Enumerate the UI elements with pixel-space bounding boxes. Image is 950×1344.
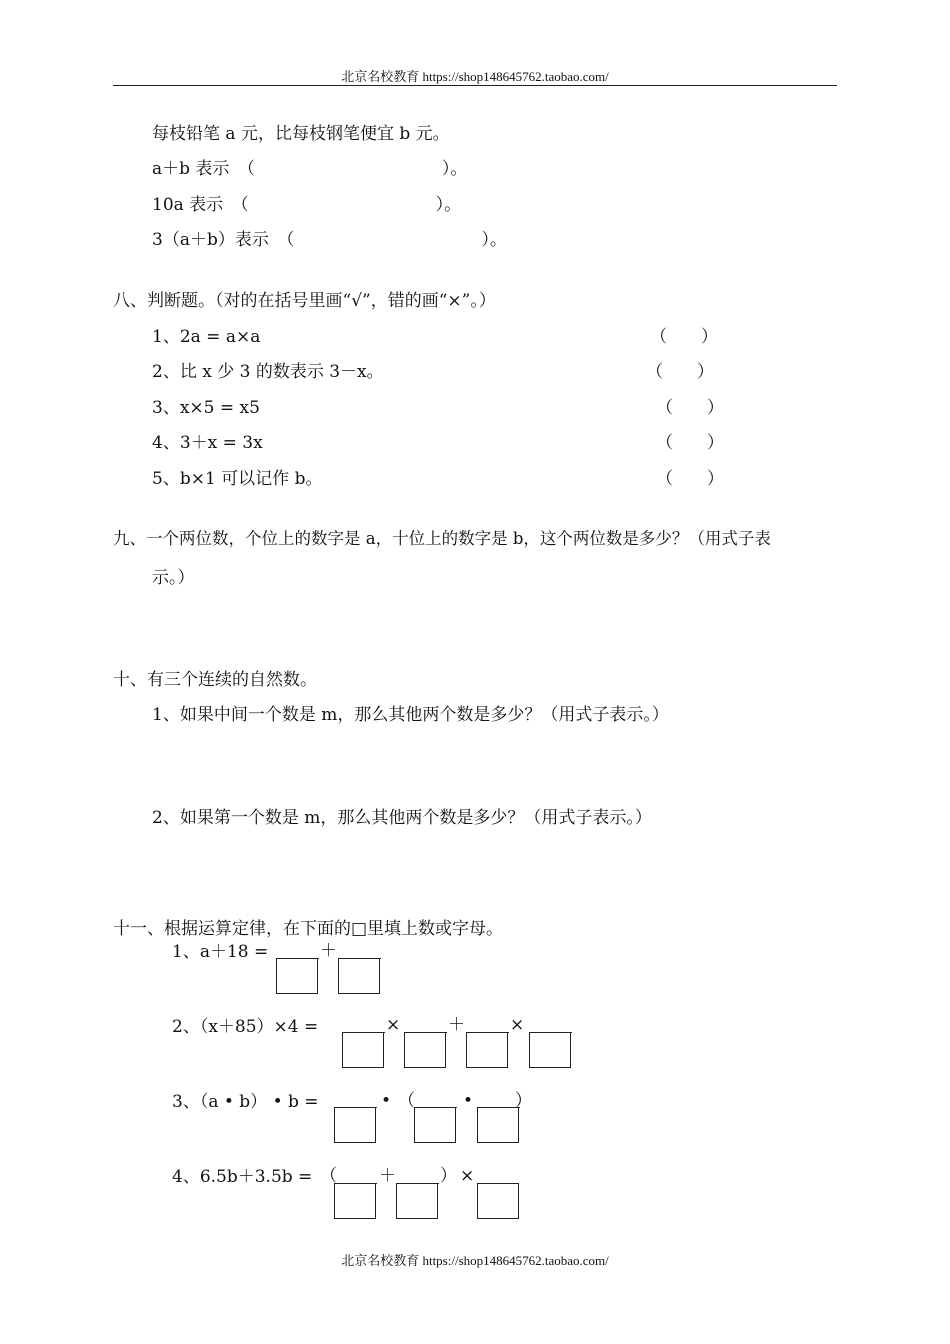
s11-expr-1: 1、a＋18 =	[172, 942, 269, 962]
s11-expr-4: 4、6.5b＋3.5b =	[172, 1167, 313, 1187]
dot-sign: •	[463, 1091, 474, 1111]
s8-answer-5[interactable]: （ ）	[656, 469, 724, 489]
answer-box[interactable]	[396, 1183, 438, 1219]
answer-box[interactable]	[529, 1032, 571, 1068]
answer-box[interactable]	[338, 958, 380, 994]
s11-expr-3: 3、（a • b） • b =	[172, 1092, 319, 1112]
s10-title: 十、有三个连续的自然数。	[113, 670, 317, 690]
s8-answer-2[interactable]: （ ）	[646, 362, 714, 382]
s7-line-2: 10a 表示 （ ）。	[152, 195, 462, 215]
answer-box[interactable]	[342, 1032, 384, 1068]
answer-box[interactable]	[414, 1107, 456, 1143]
answer-box[interactable]	[466, 1032, 508, 1068]
times-sign: ×	[460, 1166, 475, 1186]
dot-sign: •	[381, 1091, 392, 1111]
s8-answer-3[interactable]: （ ）	[656, 398, 724, 418]
s8-answer-1[interactable]: （ ）	[650, 327, 718, 347]
s7-intro: 每枝铅笔 a 元，比每枝钢笔便宜 b 元。	[152, 124, 450, 144]
s7-line-1: a＋b 表示 （ ）。	[152, 159, 468, 179]
right-paren: ）	[440, 1166, 457, 1186]
answer-box[interactable]	[276, 958, 318, 994]
s9-question-line-2: 示。）	[152, 568, 195, 588]
s8-item-5: 5、b×1 可以记作 b。	[152, 469, 323, 489]
page-footer: 北京名校教育 https://shop148645762.taobao.com/	[341, 1253, 609, 1268]
answer-box[interactable]	[477, 1183, 519, 1219]
times-sign: ×	[510, 1015, 525, 1035]
plus-sign: ＋	[379, 1166, 396, 1186]
s10-question-1: 1、如果中间一个数是 m，那么其他两个数是多少？（用式子表示。）	[152, 705, 669, 725]
s8-answer-4[interactable]: （ ）	[656, 433, 724, 453]
s8-item-2: 2、比 x 少 3 的数表示 3－x。	[152, 362, 384, 382]
right-paren: ）	[515, 1091, 532, 1111]
page-header: 北京名校教育 https://shop148645762.taobao.com/	[341, 69, 609, 84]
answer-box[interactable]	[477, 1107, 519, 1143]
plus-sign: ＋	[448, 1015, 465, 1035]
times-sign: ×	[386, 1015, 401, 1035]
s8-item-3: 3、x×5 = x5	[152, 398, 260, 418]
s10-question-2: 2、如果第一个数是 m，那么其他两个数是多少？（用式子表示。）	[152, 808, 652, 828]
answer-box[interactable]	[334, 1183, 376, 1219]
s8-item-1: 1、2a = a×a	[152, 327, 261, 347]
s8-title: 八、判断题。（对的在括号里画“√”，错的画“×”。）	[113, 291, 496, 311]
left-paren: （	[320, 1166, 337, 1186]
s9-question-line-1: 九、一个两位数，个位上的数字是 a，十位上的数字是 b，这个两位数是多少？（用式子表	[113, 529, 771, 548]
left-paren: （	[398, 1091, 415, 1111]
answer-box[interactable]	[404, 1032, 446, 1068]
s11-expr-2: 2、（x＋85）×4 =	[172, 1017, 319, 1037]
answer-box[interactable]	[334, 1107, 376, 1143]
s8-item-4: 4、3＋x = 3x	[152, 433, 263, 453]
s11-title: 十一、根据运算定律，在下面的□里填上数或字母。	[113, 919, 504, 939]
plus-sign: ＋	[320, 941, 337, 961]
s7-line-3: 3（a＋b）表示 （ ）。	[152, 230, 507, 250]
header-rule	[113, 85, 837, 86]
